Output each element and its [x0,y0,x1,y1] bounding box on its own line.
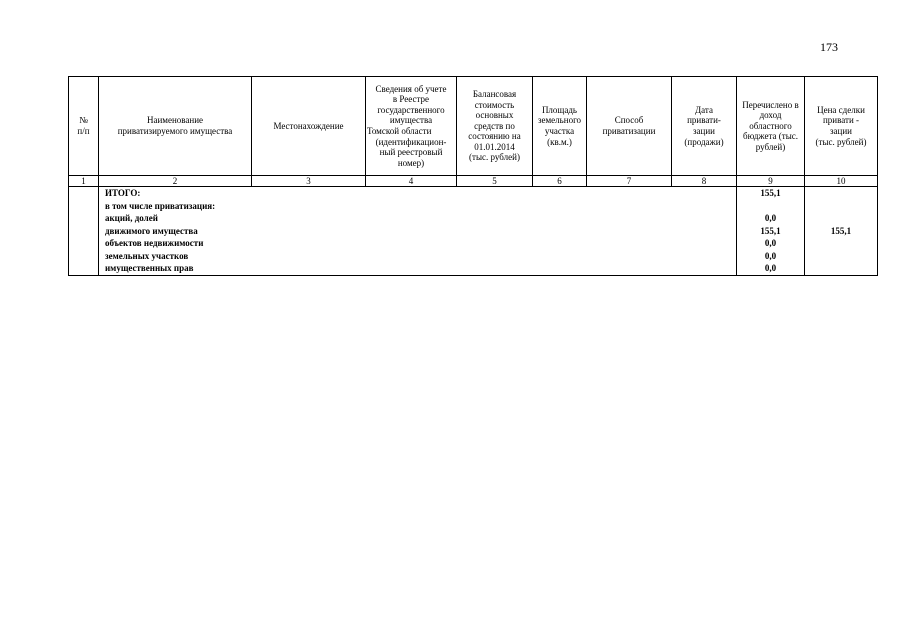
column-number: 9 [737,176,805,187]
column-number: 6 [533,176,587,187]
category-label: акций, долей [105,213,158,223]
category-value: 0,0 [764,263,777,273]
summary-transferred-cell [737,187,805,276]
spacer [738,200,803,213]
category-label: объектов недвижимости [105,238,204,248]
privatization-table [68,76,878,276]
page-number: 173 [820,40,838,54]
header-cell-deal-price: Цена сделки привати - зации (тыс. рублей) [805,77,878,176]
category-label: земельных участков [105,250,189,261]
column-number: 5 [457,176,533,187]
column-number: 7 [587,176,672,187]
total-transferred-value: 155,1 [760,188,781,198]
category-value: 155,1 [760,225,781,236]
summary-row [69,187,878,276]
header-cell-land-area: Площадь земельного участка (кв.м.) [533,77,587,176]
total-label: ИТОГО: [105,188,141,198]
column-number: 10 [805,176,878,187]
column-number-row [69,176,878,187]
including-label: в том числе приватизация: [105,200,216,211]
column-number: 1 [69,176,99,187]
summary-price-cell [805,187,878,276]
header-cell-method: Способ приватизации [587,77,672,176]
category-label: движимого имущества [105,225,198,236]
column-number: 3 [252,176,366,187]
category-label: имущественных прав [105,263,194,273]
summary-labels-cell [99,187,737,276]
total-price-value: 155,1 [830,225,852,236]
summary-number-cell [69,187,99,276]
header-row [69,77,878,176]
category-value: 0,0 [764,213,777,223]
header-cell-number: № п/п [69,77,99,176]
header-cell-balance-value: Балансовая стоимость основных средств по состоянию на 01.01.2014 (тыс. рублей) [457,77,533,176]
column-number: 2 [99,176,252,187]
category-value: 0,0 [764,250,777,261]
header-cell-transferred: Перечислено в доход областного бюджета (тыс. рублей) [737,77,805,176]
category-value: 0,0 [764,238,777,248]
header-cell-name: Наименование приватизируемого имущества [99,77,252,176]
column-number: 4 [366,176,457,187]
header-cell-registry: Сведения об учете в Реестре государственного имущества Томской области (идентификацион- ный реестровый номер) [366,77,457,176]
header-cell-location: Местонахождение [252,77,366,176]
header-cell-date: Дата привати- зации (продажи) [672,77,737,176]
column-number: 8 [672,176,737,187]
